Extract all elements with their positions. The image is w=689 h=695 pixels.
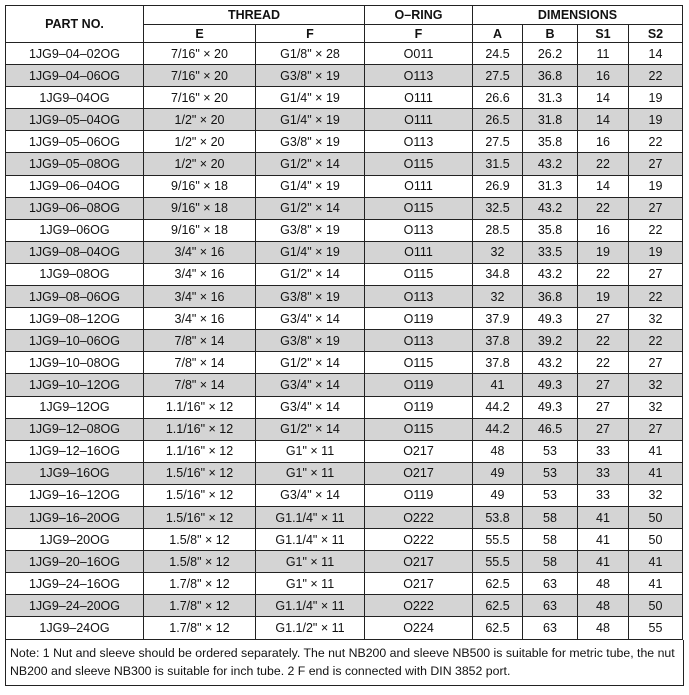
thread-f-cell: G1/2" × 14: [256, 418, 365, 440]
dim-b-cell: 31.3: [523, 175, 578, 197]
thread-f-cell: G1/4" × 19: [256, 109, 365, 131]
dim-s2-cell: 22: [629, 330, 683, 352]
thread-e-cell: 7/8" × 14: [144, 330, 256, 352]
part-no-cell: 1JG9–08–06OG: [6, 286, 144, 308]
dim-a-cell: 27.5: [473, 131, 523, 153]
oring-cell: O111: [365, 175, 473, 197]
table-header: [6, 6, 683, 43]
thread-f-cell: G1.1/4" × 11: [256, 529, 365, 551]
thread-f-cell: G3/8" × 19: [256, 219, 365, 241]
thread-f-cell: G3/4" × 14: [256, 396, 365, 418]
table-row: [6, 308, 683, 330]
part-no-cell: 1JG9–08–12OG: [6, 308, 144, 330]
thread-e-cell: 1.5/16" × 12: [144, 506, 256, 528]
table-row: [6, 263, 683, 285]
dim-b-cell: 53: [523, 440, 578, 462]
dim-s2-cell: 27: [629, 197, 683, 219]
table-row: [6, 43, 683, 65]
fitting-spec-document: [5, 5, 682, 686]
dim-s2-cell: 22: [629, 286, 683, 308]
dim-b-cell: 31.3: [523, 87, 578, 109]
dim-a-cell: 44.2: [473, 418, 523, 440]
dim-s1-cell: 27: [578, 396, 629, 418]
dim-b-cell: 33.5: [523, 241, 578, 263]
dim-s2-cell: 50: [629, 595, 683, 617]
part-no-cell: 1JG9–12OG: [6, 396, 144, 418]
thread-e-cell: 7/16" × 20: [144, 65, 256, 87]
part-no-cell: 1JG9–24–20OG: [6, 595, 144, 617]
table-row: [6, 153, 683, 175]
table-body: [6, 43, 683, 640]
thread-f-cell: G1/2" × 14: [256, 263, 365, 285]
table-row: [6, 484, 683, 506]
thread-e-cell: 1/2" × 20: [144, 131, 256, 153]
table-row: [6, 374, 683, 396]
dim-s2-cell: 32: [629, 484, 683, 506]
oring-cell: O111: [365, 87, 473, 109]
part-no-cell: 1JG9–04OG: [6, 87, 144, 109]
part-no-cell: 1JG9–24–16OG: [6, 573, 144, 595]
dim-b-cell: 35.8: [523, 219, 578, 241]
part-no-cell: 1JG9–12–08OG: [6, 418, 144, 440]
dim-s1-cell: 14: [578, 109, 629, 131]
part-no-cell: 1JG9–05–08OG: [6, 153, 144, 175]
dim-a-cell: 37.8: [473, 352, 523, 374]
dim-b-cell: 63: [523, 573, 578, 595]
dim-s1-cell: 14: [578, 175, 629, 197]
dim-b-cell: 63: [523, 595, 578, 617]
table-row: [6, 87, 683, 109]
dim-a-cell: 24.5: [473, 43, 523, 65]
dim-a-cell: 37.8: [473, 330, 523, 352]
thread-e-cell: 1.1/16" × 12: [144, 440, 256, 462]
oring-cell: O113: [365, 219, 473, 241]
dim-s1-cell: 41: [578, 529, 629, 551]
dim-a-cell: 26.9: [473, 175, 523, 197]
subheader-dim-s2: S2: [629, 25, 683, 43]
oring-cell: O119: [365, 396, 473, 418]
dim-a-cell: 49: [473, 484, 523, 506]
dim-s1-cell: 41: [578, 506, 629, 528]
dim-b-cell: 36.8: [523, 286, 578, 308]
oring-cell: O113: [365, 330, 473, 352]
table-row: [6, 440, 683, 462]
dim-s1-cell: 14: [578, 87, 629, 109]
thread-e-cell: 1.1/16" × 12: [144, 396, 256, 418]
thread-e-cell: 3/4" × 16: [144, 241, 256, 263]
thread-e-cell: 1/2" × 20: [144, 153, 256, 175]
dim-a-cell: 32: [473, 286, 523, 308]
part-no-cell: 1JG9–08–04OG: [6, 241, 144, 263]
thread-e-cell: 7/16" × 20: [144, 43, 256, 65]
dim-b-cell: 53: [523, 462, 578, 484]
table-row: [6, 352, 683, 374]
dim-s1-cell: 33: [578, 462, 629, 484]
header-part-no: PART NO.: [6, 6, 144, 43]
part-no-cell: 1JG9–10–06OG: [6, 330, 144, 352]
thread-f-cell: G1" × 11: [256, 440, 365, 462]
dim-s2-cell: 41: [629, 440, 683, 462]
thread-e-cell: 3/4" × 16: [144, 263, 256, 285]
subheader-dim-a: A: [473, 25, 523, 43]
dim-s1-cell: 48: [578, 573, 629, 595]
table-row: [6, 462, 683, 484]
oring-cell: O119: [365, 484, 473, 506]
dim-b-cell: 49.3: [523, 308, 578, 330]
thread-e-cell: 9/16" × 18: [144, 219, 256, 241]
dim-s1-cell: 16: [578, 131, 629, 153]
part-no-cell: 1JG9–16–20OG: [6, 506, 144, 528]
dim-s2-cell: 19: [629, 175, 683, 197]
thread-e-cell: 1.7/8" × 12: [144, 573, 256, 595]
part-no-cell: 1JG9–06OG: [6, 219, 144, 241]
dim-a-cell: 27.5: [473, 65, 523, 87]
dim-s2-cell: 27: [629, 418, 683, 440]
part-no-cell: 1JG9–06–04OG: [6, 175, 144, 197]
dim-s1-cell: 22: [578, 263, 629, 285]
dim-a-cell: 49: [473, 462, 523, 484]
dim-a-cell: 62.5: [473, 573, 523, 595]
dim-a-cell: 55.5: [473, 529, 523, 551]
subheader-oring-f: F: [365, 25, 473, 43]
dim-s1-cell: 22: [578, 330, 629, 352]
thread-f-cell: G1" × 11: [256, 551, 365, 573]
dim-s1-cell: 16: [578, 219, 629, 241]
part-no-cell: 1JG9–20–16OG: [6, 551, 144, 573]
dim-s1-cell: 27: [578, 418, 629, 440]
table-row: [6, 197, 683, 219]
thread-e-cell: 1.5/8" × 12: [144, 529, 256, 551]
dim-s2-cell: 22: [629, 65, 683, 87]
dim-a-cell: 55.5: [473, 551, 523, 573]
oring-cell: O217: [365, 462, 473, 484]
dim-b-cell: 58: [523, 529, 578, 551]
table-row: [6, 175, 683, 197]
dim-a-cell: 44.2: [473, 396, 523, 418]
thread-e-cell: 1.5/16" × 12: [144, 462, 256, 484]
thread-f-cell: G3/4" × 14: [256, 484, 365, 506]
dim-s1-cell: 48: [578, 617, 629, 639]
part-no-cell: 1JG9–05–04OG: [6, 109, 144, 131]
table-row: [6, 131, 683, 153]
dim-b-cell: 35.8: [523, 131, 578, 153]
dim-b-cell: 58: [523, 506, 578, 528]
thread-f-cell: G3/8" × 19: [256, 65, 365, 87]
part-no-cell: 1JG9–04–02OG: [6, 43, 144, 65]
thread-e-cell: 9/16" × 18: [144, 197, 256, 219]
thread-f-cell: G1/4" × 19: [256, 175, 365, 197]
part-no-cell: 1JG9–24OG: [6, 617, 144, 639]
table-row: [6, 551, 683, 573]
dim-b-cell: 58: [523, 551, 578, 573]
oring-cell: O111: [365, 109, 473, 131]
table-note: Note: 1 Nut and sleeve should be ordered separately. The nut NB200 and sleeve NB500 is suitable for metric tube, the nut NB200 and sleeve NB300 is suitable for inch tube. 2 F end is connected with DIN 3852 port.: [5, 640, 684, 686]
thread-e-cell: 7/8" × 14: [144, 374, 256, 396]
part-no-cell: 1JG9–08OG: [6, 263, 144, 285]
thread-e-cell: 3/4" × 16: [144, 286, 256, 308]
oring-cell: O113: [365, 286, 473, 308]
oring-cell: O113: [365, 65, 473, 87]
oring-cell: O115: [365, 153, 473, 175]
table-row: [6, 286, 683, 308]
dim-s1-cell: 22: [578, 352, 629, 374]
dim-a-cell: 31.5: [473, 153, 523, 175]
part-no-cell: 1JG9–20OG: [6, 529, 144, 551]
thread-f-cell: G3/4" × 14: [256, 308, 365, 330]
dim-s2-cell: 19: [629, 241, 683, 263]
thread-f-cell: G1" × 11: [256, 573, 365, 595]
table-row: [6, 109, 683, 131]
dim-s1-cell: 22: [578, 153, 629, 175]
dim-s1-cell: 41: [578, 551, 629, 573]
thread-f-cell: G1/4" × 19: [256, 87, 365, 109]
dim-s1-cell: 19: [578, 241, 629, 263]
thread-f-cell: G3/8" × 19: [256, 131, 365, 153]
dim-b-cell: 49.3: [523, 396, 578, 418]
dim-s2-cell: 32: [629, 396, 683, 418]
thread-f-cell: G1" × 11: [256, 462, 365, 484]
oring-cell: O011: [365, 43, 473, 65]
thread-f-cell: G1/8" × 28: [256, 43, 365, 65]
part-no-cell: 1JG9–16–12OG: [6, 484, 144, 506]
dim-s2-cell: 32: [629, 374, 683, 396]
dim-b-cell: 63: [523, 617, 578, 639]
thread-e-cell: 1.5/8" × 12: [144, 551, 256, 573]
oring-cell: O217: [365, 573, 473, 595]
dim-a-cell: 53.8: [473, 506, 523, 528]
oring-cell: O217: [365, 440, 473, 462]
part-no-cell: 1JG9–10–12OG: [6, 374, 144, 396]
table-row: [6, 65, 683, 87]
table-row: [6, 617, 683, 639]
thread-f-cell: G1/2" × 14: [256, 197, 365, 219]
dim-s1-cell: 27: [578, 308, 629, 330]
subheader-dim-s1: S1: [578, 25, 629, 43]
thread-f-cell: G3/8" × 19: [256, 330, 365, 352]
dim-s1-cell: 19: [578, 286, 629, 308]
oring-cell: O119: [365, 308, 473, 330]
dim-b-cell: 39.2: [523, 330, 578, 352]
thread-e-cell: 9/16" × 18: [144, 175, 256, 197]
table-row: [6, 241, 683, 263]
oring-cell: O115: [365, 197, 473, 219]
oring-cell: O115: [365, 263, 473, 285]
dim-s2-cell: 41: [629, 573, 683, 595]
dim-a-cell: 62.5: [473, 595, 523, 617]
part-no-cell: 1JG9–06–08OG: [6, 197, 144, 219]
part-no-cell: 1JG9–04–06OG: [6, 65, 144, 87]
table-row: [6, 330, 683, 352]
dim-s1-cell: 33: [578, 484, 629, 506]
thread-e-cell: 1.5/16" × 12: [144, 484, 256, 506]
dim-s2-cell: 14: [629, 43, 683, 65]
dim-b-cell: 43.2: [523, 197, 578, 219]
dim-b-cell: 36.8: [523, 65, 578, 87]
oring-cell: O222: [365, 529, 473, 551]
dim-s2-cell: 27: [629, 352, 683, 374]
dim-b-cell: 43.2: [523, 263, 578, 285]
dim-s2-cell: 22: [629, 131, 683, 153]
part-no-cell: 1JG9–16OG: [6, 462, 144, 484]
dim-s2-cell: 32: [629, 308, 683, 330]
dim-s1-cell: 27: [578, 374, 629, 396]
thread-e-cell: 3/4" × 16: [144, 308, 256, 330]
dim-a-cell: 26.6: [473, 87, 523, 109]
dim-s2-cell: 19: [629, 109, 683, 131]
subheader-thread-f: F: [256, 25, 365, 43]
oring-cell: O113: [365, 131, 473, 153]
oring-cell: O217: [365, 551, 473, 573]
dim-a-cell: 62.5: [473, 617, 523, 639]
spec-table: [5, 5, 683, 640]
thread-f-cell: G1/2" × 14: [256, 153, 365, 175]
dim-b-cell: 46.5: [523, 418, 578, 440]
oring-cell: O115: [365, 418, 473, 440]
oring-cell: O111: [365, 241, 473, 263]
table-row: [6, 418, 683, 440]
dim-s1-cell: 48: [578, 595, 629, 617]
dim-a-cell: 34.8: [473, 263, 523, 285]
dim-s2-cell: 50: [629, 506, 683, 528]
dim-s2-cell: 50: [629, 529, 683, 551]
dim-a-cell: 37.9: [473, 308, 523, 330]
thread-f-cell: G1.1/4" × 11: [256, 595, 365, 617]
dim-a-cell: 48: [473, 440, 523, 462]
dim-a-cell: 28.5: [473, 219, 523, 241]
thread-e-cell: 7/8" × 14: [144, 352, 256, 374]
table-row: [6, 506, 683, 528]
part-no-cell: 1JG9–12–16OG: [6, 440, 144, 462]
dim-b-cell: 31.8: [523, 109, 578, 131]
dim-b-cell: 53: [523, 484, 578, 506]
thread-e-cell: 1.7/8" × 12: [144, 617, 256, 639]
dim-s1-cell: 16: [578, 65, 629, 87]
thread-e-cell: 1.7/8" × 12: [144, 595, 256, 617]
thread-f-cell: G1/4" × 19: [256, 241, 365, 263]
oring-cell: O222: [365, 595, 473, 617]
thread-f-cell: G1.1/4" × 11: [256, 506, 365, 528]
dim-a-cell: 32: [473, 241, 523, 263]
oring-cell: O222: [365, 506, 473, 528]
dim-s1-cell: 33: [578, 440, 629, 462]
part-no-cell: 1JG9–05–06OG: [6, 131, 144, 153]
dim-a-cell: 26.5: [473, 109, 523, 131]
dim-a-cell: 32.5: [473, 197, 523, 219]
header-thread: THREAD: [144, 6, 365, 25]
thread-e-cell: 1/2" × 20: [144, 109, 256, 131]
dim-s2-cell: 27: [629, 263, 683, 285]
thread-f-cell: G1/2" × 14: [256, 352, 365, 374]
thread-e-cell: 7/16" × 20: [144, 87, 256, 109]
table-row: [6, 219, 683, 241]
header-oring: O–RING: [365, 6, 473, 25]
dim-b-cell: 43.2: [523, 153, 578, 175]
dim-s2-cell: 22: [629, 219, 683, 241]
dim-s2-cell: 55: [629, 617, 683, 639]
dim-s2-cell: 41: [629, 462, 683, 484]
dim-b-cell: 49.3: [523, 374, 578, 396]
dim-s2-cell: 41: [629, 551, 683, 573]
part-no-cell: 1JG9–10–08OG: [6, 352, 144, 374]
table-row: [6, 595, 683, 617]
oring-cell: O115: [365, 352, 473, 374]
thread-f-cell: G1.1/2" × 11: [256, 617, 365, 639]
table-row: [6, 573, 683, 595]
dim-s2-cell: 19: [629, 87, 683, 109]
table-row: [6, 396, 683, 418]
thread-e-cell: 1.1/16" × 12: [144, 418, 256, 440]
header-dimensions: DIMENSIONS: [473, 6, 683, 25]
subheader-thread-e: E: [144, 25, 256, 43]
dim-a-cell: 41: [473, 374, 523, 396]
dim-s1-cell: 22: [578, 197, 629, 219]
subheader-dim-b: B: [523, 25, 578, 43]
table-row: [6, 529, 683, 551]
dim-s2-cell: 27: [629, 153, 683, 175]
dim-b-cell: 43.2: [523, 352, 578, 374]
oring-cell: O224: [365, 617, 473, 639]
thread-f-cell: G3/4" × 14: [256, 374, 365, 396]
dim-b-cell: 26.2: [523, 43, 578, 65]
oring-cell: O119: [365, 374, 473, 396]
dim-s1-cell: 11: [578, 43, 629, 65]
thread-f-cell: G3/8" × 19: [256, 286, 365, 308]
